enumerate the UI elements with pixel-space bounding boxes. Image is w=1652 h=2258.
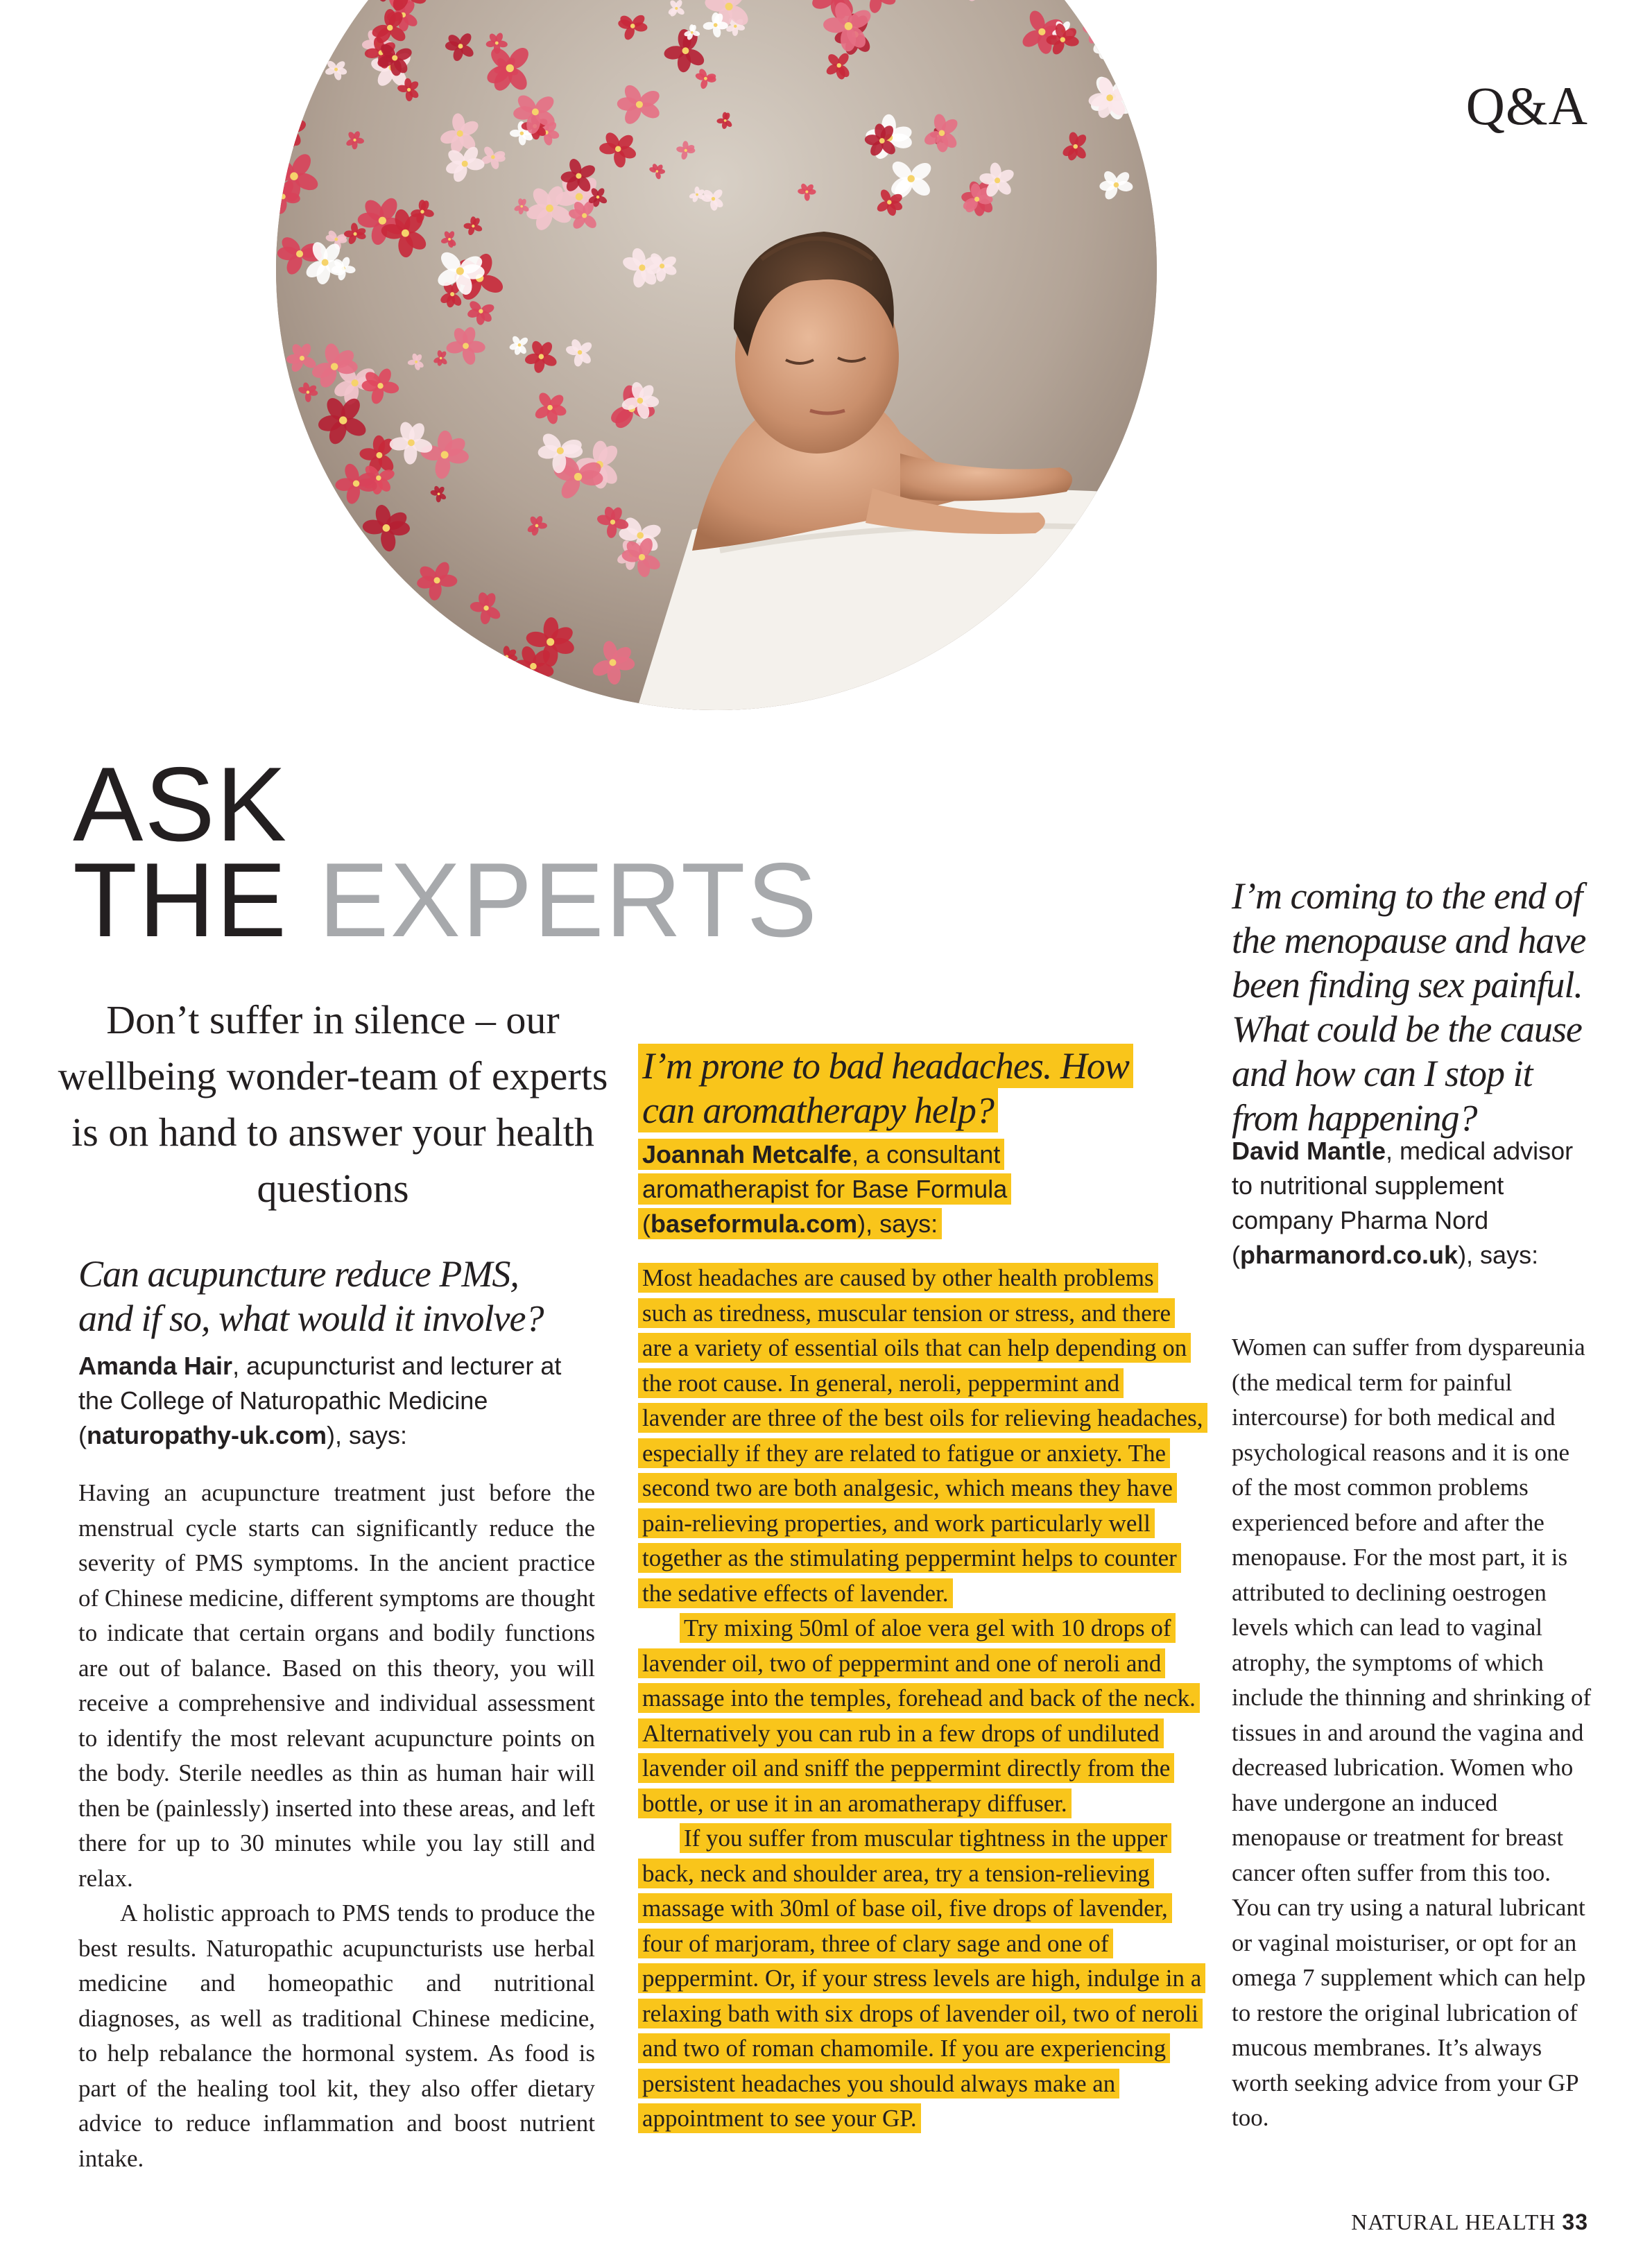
publication-name: NATURAL HEALTH (1351, 2209, 1556, 2234)
question-2 (638, 1044, 1165, 1132)
expert-role-2: , a consultant aromatherapist for Base Formula ( (642, 1140, 1008, 1238)
section-label: Q&A (1465, 76, 1588, 136)
byline-3 (1232, 1134, 1592, 1273)
question-1: Can acupuncture reduce PMS, and if so, what would it involve? (78, 1253, 544, 1339)
standfirst: Don’t suffer in silence – our wellbeing wonder-team of experts is on hand to answer your health questions (58, 997, 608, 1211)
title-line-1: ASK (73, 746, 289, 863)
answer-1 (78, 1476, 595, 2176)
expert-site-2[interactable]: baseformula.com (651, 1209, 858, 1238)
title-line-2 (73, 841, 819, 959)
expert-name-3: David Mantle (1232, 1137, 1386, 1165)
says-3: ), says: (1458, 1241, 1539, 1269)
answer-2 (638, 1261, 1203, 2137)
page-footer (1351, 2209, 1588, 2235)
expert-name-2: Joannah Metcalfe (642, 1140, 852, 1169)
expert-site-3[interactable]: pharmanord.co.uk (1240, 1241, 1459, 1269)
question-3: I’m coming to the end of the menopause and have been finding sex painful. What could be the cause and how can I stop it from happening? (1232, 875, 1586, 1139)
title-light-part: EXPERTS (318, 841, 819, 959)
byline-2 (638, 1137, 1096, 1241)
expert-site-1[interactable]: naturopathy-uk.com (87, 1421, 327, 1449)
answer-3-paragraph: Women can suffer from dyspareunia (the medical term for painful intercourse) for both medical and psychological reasons and it is one of the most common problems experienced before and after the menopause. For the most part, it is attributed to declining oestrogen levels which can lead to vaginal atrophy, the symptoms of which include the thinning and shrinking of tissues in and around the vagina and decreased lubrication. Women who have undergone an induced menopause or treatment for breast cancer often suffer from this too. You can try using a natural lubricant or vaginal moisturiser, or opt for an omega 7 supplement which can help to restore the original lubrication of mucous membranes. It’s always worth seeking advice from your GP too. (1232, 1334, 1592, 2131)
hero-photo (276, 0, 1157, 710)
expert-role-1: , acupuncturist and lecturer at the College of Naturopathic Medicine ( (78, 1352, 562, 1449)
says-2: ), says: (857, 1209, 938, 1238)
answer-2-paragraph: Most headaches are caused by other health problems such as tiredness, muscular tension or stress, and there are a variety of essential oils that can help depending on the root cause. In general, neroli, peppermint and lavender are three of the best oils for relieving headaches, especially if they are related to fatigue or anxiety. The second two are both analgesic, which means they have pain-relieving properties, and work particularly well together as the stimulating peppermint helps to counter the sedative effects of lavender. (638, 1263, 1207, 1608)
answer-1-paragraph: A holistic approach to PMS tends to produce the best results. Naturopathic acupuncturists use herbal medicine and homeopathic and nutritional diagnoses, as well as traditional Chinese medicine, to help rebalance the hormonal system. As food is part of the healing tool kit, they also offer dietary advice to reduce inflammation and boost nutrient intake. (78, 1899, 595, 2172)
expert-name-1: Amanda Hair (78, 1352, 233, 1380)
answer-1-paragraph: Having an acupuncture treatment just before the menstrual cycle starts can significantly reduce the severity of PMS symptoms. In the ancient practice of Chinese medicine, different symptoms are thought to indicate that certain organs and bodily functions are out of balance. Based on this theory, you will receive a comprehensive and individual assessment to identify the most relevant acupuncture points on the body. Sterile needles as thin as human hair will then be (painlessly) inserted into these areas, and left there for up to 30 minutes while you lay still and relax. (78, 1479, 595, 1892)
answer-2-paragraph: Try mixing 50ml of aloe vera gel with 10 drops of lavender oil, two of peppermint and one of neroli and massage into the temples, forehead and back of the neck. Alternatively you can rub in a few drops of undiluted lavender oil and sniff the peppermint directly from the bottle, or use it in an aromatherapy diffuser. (638, 1613, 1200, 1818)
byline-1 (78, 1349, 592, 1453)
answer-3 (1232, 1330, 1592, 2136)
question-2-text: I’m prone to bad headaches. How can aromatherapy help? (638, 1044, 1133, 1132)
expert-role-3: , medical advisor to nutritional supplement company Pharma Nord ( (1232, 1137, 1574, 1269)
page-number: 33 (1562, 2209, 1588, 2234)
answer-2-paragraph: If you suffer from muscular tightness in the upper back, neck and shoulder area, try a tension-relieving massage with 30ml of base oil, five drops of lavender, four of marjoram, three of clary sage and one of peppermint. Or, if your stress levels are high, indulge in a relaxing bath with six drops of lavender oil, two of neroli and two of roman chamomile. If you are experiencing persistent headaches you should always make an appointment to see your GP. (638, 1823, 1205, 2133)
title-dark-part: THE (73, 841, 319, 959)
spa-photo-illustration (276, 0, 1157, 710)
says-1: ), says: (327, 1421, 408, 1449)
